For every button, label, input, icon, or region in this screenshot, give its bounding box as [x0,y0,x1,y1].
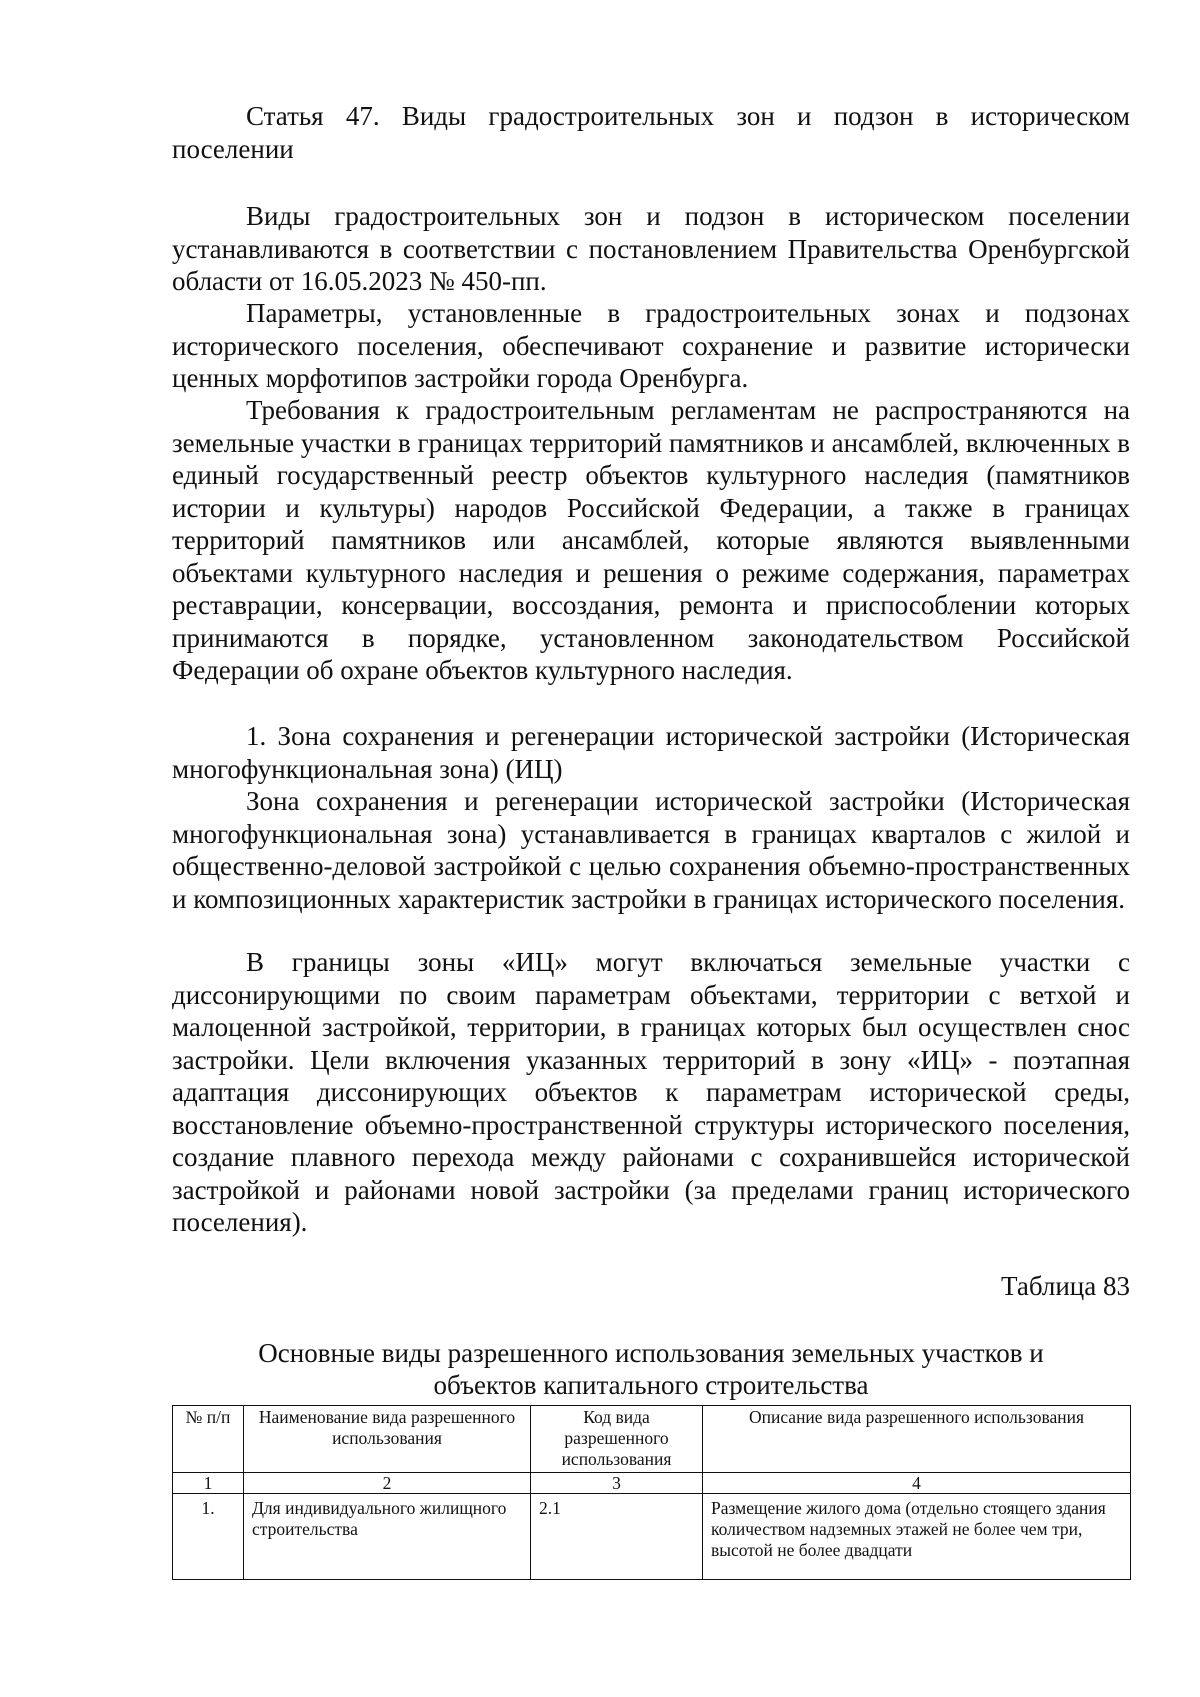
row-use-code: 2.1 [531,1494,703,1580]
paragraph-zone-ic-boundaries: В границы зоны «ИЦ» могут включаться земельные участки с диссонирующими по своим параметрам объектами, территории с ветхой и малоценной застройкой, территории, в границах которых был осуществлен снос застройки. Цели включения указанных территорий в зону «ИЦ» - поэтапная адаптация диссонирующих объектов к параметрам исторической среды, восстановление объемно-пространственной структуры исторического поселения, создание плавного перехода между районами с сохранившейся исторической застройкой и районами новой застройки (за пределами границ исторического поселения). [172,947,1130,1237]
row-use-name: Для индивидуального жилищного строительства [244,1494,531,1580]
paragraph-zone-ic-title: 1. Зона сохранения и регенерации исторической застройки (Историческая многофункциональная зона) (ИЦ) [172,721,1130,784]
column-number: 1 [173,1473,244,1494]
paragraph-requirements: Требования к градостроительным регламентам не распространяются на земельные участки в границах территорий памятников и ансамблей, включенных в единый государственный реестр объектов культурного наследия (памятников истории и культуры) народов Российской Федерации, а также в границах территорий памятников или ансамблей, которые являются выявленными объектами культурного наследия и решения о режиме содержания, параметрах реставрации, консервации, воссоздания, ремонта и приспособлении которых принимаются в порядке, установленном законодательством Российской Федерации об охране объектов культурного наследия. [172,395,1130,685]
table-caption: Таблица 83 [1001,1271,1130,1301]
column-number: 4 [703,1473,1131,1494]
paragraph-zone-ic-description: Зона сохранения и регенерации исторической застройки (Историческая многофункциональная зона) устанавливается в границах кварталов с жилой и общественно-деловой застройкой с целью сохранения объемно-пространственных и композиционных характеристик застройки в границах исторического поселения. [172,786,1130,914]
header-name: Наименование вида разрешенного использования [244,1406,531,1473]
land-use-table [172,1405,1131,1580]
column-number: 3 [531,1473,703,1494]
article-heading-line2: поселении [172,133,294,164]
column-number: 2 [244,1473,531,1494]
table-column-number-row [173,1473,1131,1494]
table-title [172,1337,1130,1401]
table-title-line1: Основные виды разрешенного использования земельных участков и [258,1338,1044,1368]
paragraph-zone-types: Виды градостроительных зон и подзон в историческом поселении устанавливаются в соответствии с постановлением Правительства Оренбургской области от 16.05.2023 № 450-пп. [172,201,1130,296]
header-description: Описание вида разрешенного использования [703,1406,1131,1473]
paragraph-parameters: Параметры, установленные в градостроительных зонах и подзонах исторического поселения, обеспечивают сохранение и развитие исторически ценных морфотипов застройки города Оренбурга. [172,298,1130,393]
header-code: Код вида разрешенного использования [531,1406,703,1473]
header-number: № п/п [173,1406,244,1473]
table-header-row [173,1406,1131,1473]
table-title-line2: объектов капитального строительства [433,1370,869,1400]
row-use-description: Размещение жилого дома (отдельно стоящего здания количеством надземных этажей не более чем три, высотой не более двадцати [703,1494,1131,1580]
row-number: 1. [173,1494,244,1580]
article-heading-line1: Статья 47. Виды градостроительных зон и подзон в историческом [246,101,1130,131]
article-heading [172,100,1130,165]
table-row [173,1494,1131,1580]
